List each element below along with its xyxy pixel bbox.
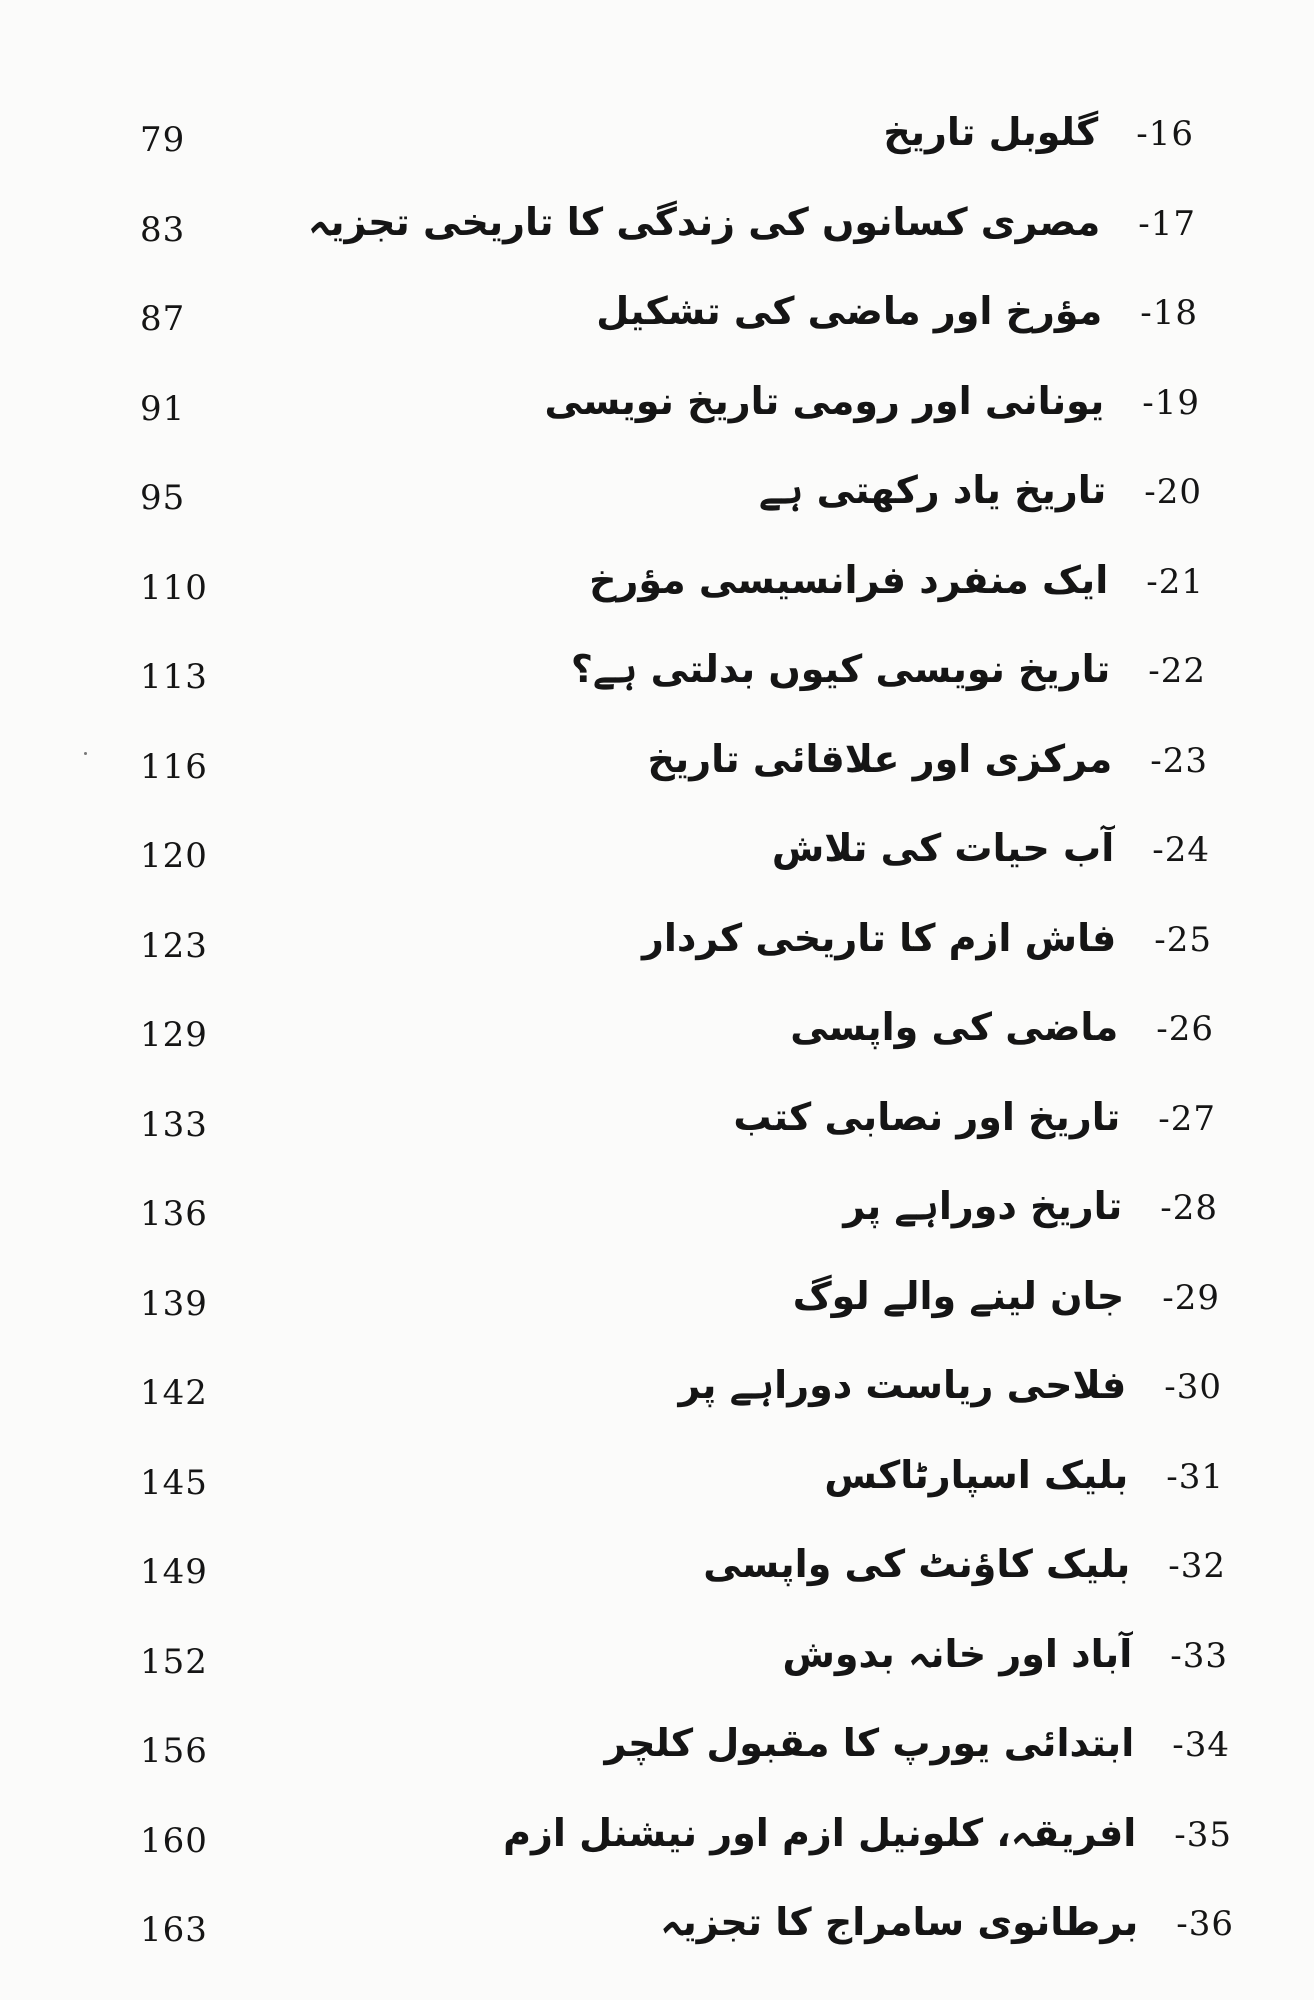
toc-chapter-title: مرکزی اور علاقائی تاریخ [647, 736, 1113, 781]
toc-page-number: 152 [140, 1641, 208, 1682]
toc-chapter-number: -32 [1168, 1546, 1226, 1586]
toc-row [0, 1721, 1314, 1811]
toc-chapter-number: -26 [1156, 1009, 1214, 1049]
toc-chapter-title: فلاحی ریاست دوراہے پر [678, 1363, 1127, 1407]
toc-row [0, 1363, 1314, 1453]
toc-page-number: 156 [140, 1731, 208, 1771]
toc-row [0, 558, 1314, 648]
toc-page-number: 87 [140, 299, 186, 339]
toc-entry [589, 558, 1204, 602]
toc-entry [308, 200, 1196, 244]
toc-entry [660, 1900, 1234, 1944]
toc-page-number: 110 [140, 567, 208, 608]
toc-entry [793, 1274, 1220, 1318]
toc-page-number: 133 [140, 1104, 208, 1145]
toc-chapter-number: -28 [1160, 1188, 1218, 1228]
toc-row [0, 1811, 1314, 1901]
toc-chapter-title: یونانی اور رومی تاریخ نویسی [544, 378, 1105, 423]
toc-chapter-number: -23 [1150, 740, 1208, 781]
toc-chapter-number: -31 [1166, 1456, 1224, 1497]
toc-entry [503, 1811, 1232, 1855]
toc-entry [790, 1005, 1214, 1049]
toc-chapter-title: ابتدائی یورپ کا مقبول کلچر [604, 1721, 1135, 1765]
toc-row [0, 1005, 1314, 1095]
toc-chapter-title: تاریخ اور نصابی کتب [733, 1094, 1121, 1139]
toc-row [0, 110, 1314, 200]
toc-chapter-number: -29 [1162, 1277, 1220, 1318]
toc-page-number: 136 [140, 1194, 208, 1234]
toc-chapter-title: بلیک کاؤنٹ کی واپسی [703, 1542, 1131, 1586]
toc-row [0, 826, 1314, 916]
toc-page-number: 160 [140, 1820, 208, 1861]
toc-entry [648, 737, 1208, 781]
toc-entry [703, 1542, 1226, 1586]
toc-chapter-number: -34 [1172, 1725, 1230, 1765]
table-of-contents [0, 110, 1314, 1990]
toc-chapter-title: آباد اور خانہ بدوش [782, 1631, 1133, 1676]
toc-chapter-number: -22 [1148, 651, 1206, 691]
toc-chapter-number: -18 [1140, 293, 1198, 333]
toc-row [0, 1274, 1314, 1364]
toc-entry [772, 826, 1210, 870]
toc-row [0, 1632, 1314, 1722]
toc-entry [733, 1095, 1216, 1139]
toc-chapter-title: ایک منفرد فرانسیسی مؤرخ [589, 557, 1109, 602]
toc-chapter-number: -36 [1176, 1904, 1234, 1944]
toc-row [0, 468, 1314, 558]
toc-chapter-number: -19 [1142, 382, 1200, 423]
toc-chapter-number: -21 [1146, 561, 1204, 602]
toc-page-number: 142 [140, 1373, 208, 1413]
toc-chapter-title: جان لینے والے لوگ [792, 1273, 1125, 1318]
toc-page-number: 83 [140, 209, 186, 250]
toc-chapter-title: مصری کسانوں کی زندگی کا تاریخی تجزیہ [307, 199, 1101, 244]
toc-chapter-title: برطانوی سامراج کا تجزیہ [660, 1900, 1139, 1944]
toc-chapter-title: تاریخ دوراہے پر [843, 1184, 1123, 1228]
toc-page-number: 120 [140, 836, 208, 876]
toc-page-number: 123 [140, 925, 208, 966]
toc-entry [642, 916, 1212, 960]
toc-chapter-number: -16 [1136, 114, 1194, 154]
toc-row [0, 1900, 1314, 1990]
toc-chapter-title: گلوبل تاریخ [883, 110, 1099, 154]
toc-row [0, 1184, 1314, 1274]
toc-chapter-number: -20 [1144, 472, 1202, 512]
toc-row [0, 1095, 1314, 1185]
toc-chapter-number: -24 [1152, 830, 1210, 870]
toc-row [0, 1453, 1314, 1543]
toc-page-number: 145 [140, 1462, 208, 1503]
toc-page-number: 95 [140, 478, 186, 518]
toc-page-number: 139 [140, 1283, 208, 1324]
toc-entry [544, 379, 1200, 423]
toc-page-number: 113 [140, 657, 208, 697]
toc-entry [843, 1184, 1218, 1228]
toc-page-number: 129 [140, 1015, 208, 1055]
toc-chapter-number: -30 [1164, 1367, 1222, 1407]
toc-row [0, 737, 1314, 827]
toc-entry [596, 289, 1198, 333]
toc-page-number: 91 [140, 388, 186, 429]
toc-chapter-title: بلیک اسپارٹاکس [824, 1452, 1129, 1497]
toc-chapter-number: -17 [1138, 203, 1196, 244]
toc-entry [604, 1721, 1230, 1765]
toc-chapter-title: تاریخ نویسی کیوں بدلتی ہے؟ [570, 647, 1111, 691]
toc-row [0, 1542, 1314, 1632]
toc-page-number: 79 [140, 120, 186, 160]
toc-row [0, 916, 1314, 1006]
toc-row [0, 379, 1314, 469]
toc-row [0, 647, 1314, 737]
toc-page-number: 116 [140, 746, 208, 787]
toc-chapter-number: -35 [1174, 1814, 1232, 1855]
toc-row [0, 289, 1314, 379]
toc-entry [759, 468, 1202, 512]
toc-entry [782, 1632, 1228, 1676]
toc-chapter-title: مؤرخ اور ماضی کی تشکیل [596, 289, 1103, 333]
toc-chapter-number: -27 [1158, 1098, 1216, 1139]
toc-chapter-title: ماضی کی واپسی [790, 1005, 1119, 1049]
toc-chapter-title: تاریخ یاد رکھتی ہے [758, 468, 1107, 512]
toc-chapter-title: افریقہ، کلونیل ازم اور نیشنل ازم [503, 1810, 1137, 1855]
toc-entry [883, 110, 1194, 154]
toc-entry [824, 1453, 1224, 1497]
toc-entry [571, 647, 1206, 691]
toc-chapter-number: -25 [1154, 919, 1212, 960]
toc-chapter-number: -33 [1170, 1635, 1228, 1676]
toc-page-number: 149 [140, 1552, 208, 1592]
toc-row [0, 200, 1314, 290]
toc-entry [679, 1363, 1223, 1407]
toc-page-number: 163 [140, 1910, 208, 1950]
toc-chapter-title: فاش ازم کا تاریخی کردار [641, 915, 1117, 960]
toc-chapter-title: آب حیات کی تلاش [771, 826, 1115, 870]
